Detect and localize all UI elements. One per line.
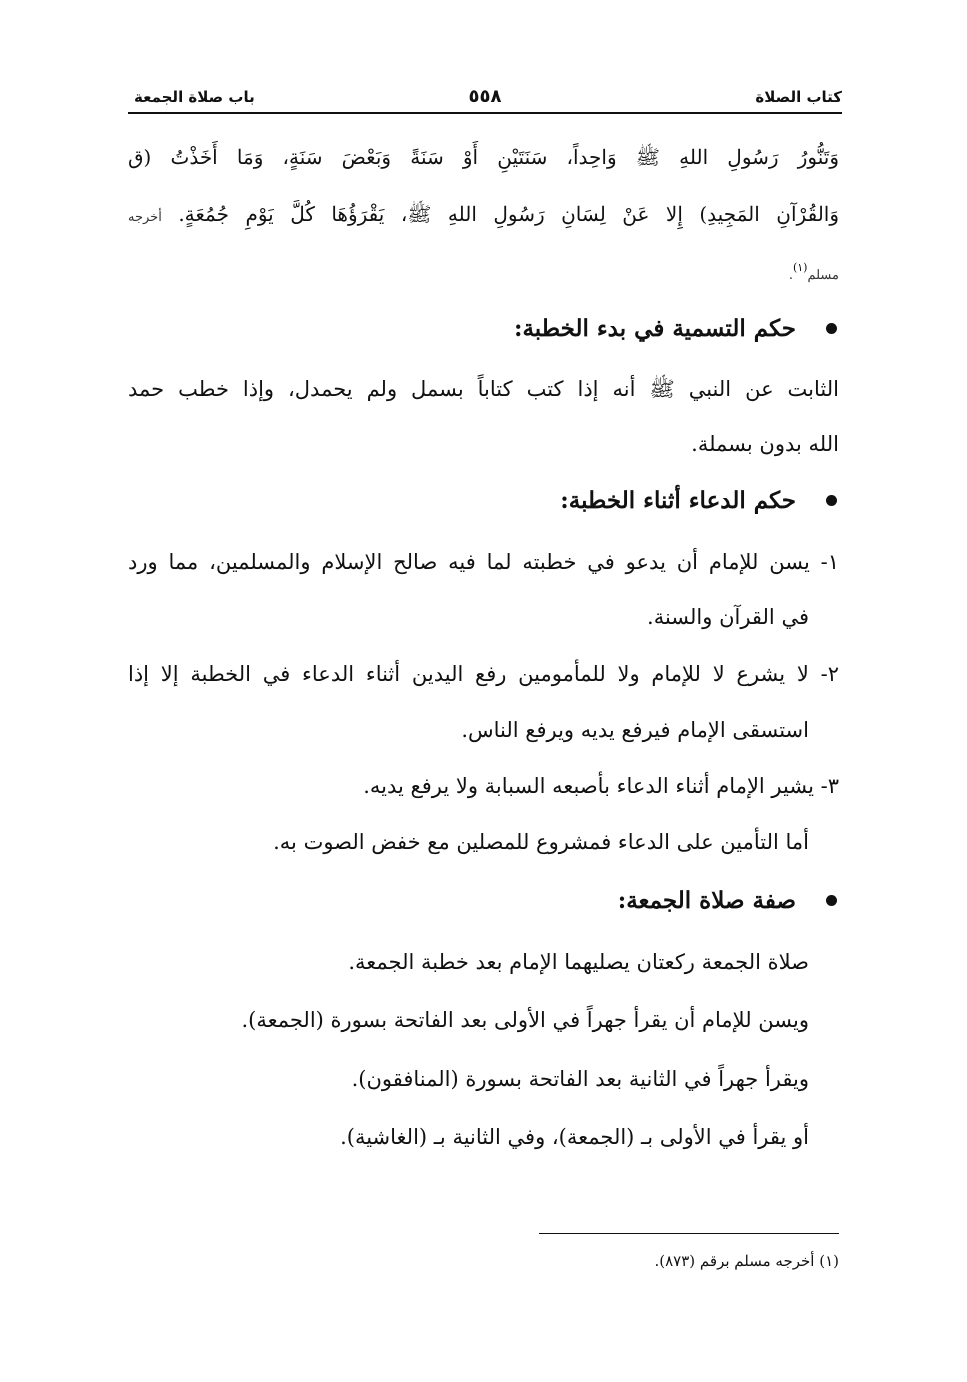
footnote-divider — [539, 1233, 839, 1234]
list-item-1-line-1: ١- يسن للإمام أن يدعو في خطبته لما فيه صالح الإسلام والمسلمين، مما ورد — [128, 550, 839, 574]
section-heading-text: صفة صلاة الجمعة: — [617, 887, 796, 914]
paragraph-line: ويقرأ جهراً في الثانية بعد الفاتحة بسورة (المنافقون). — [351, 1067, 809, 1091]
book-title: كتاب الصلاة — [755, 88, 842, 106]
paragraph-line: صلاة الجمعة ركعتان يصليهما الإمام بعد خطبة الجمعة. — [348, 950, 809, 974]
bullet-icon — [826, 895, 837, 906]
footnote: (١) أخرجه مسلم برقم (٨٧٣). — [654, 1252, 839, 1270]
list-item-1-line-2: في القرآن والسنة. — [647, 605, 809, 629]
list-item-3: ٣- يشير الإمام أثناء الدعاء بأصبعه السبابة ولا يرفع يديه. — [363, 774, 839, 798]
footnote-ref: (١) — [792, 261, 808, 274]
section-heading-text: حكم التسمية في بدء الخطبة: — [513, 315, 796, 342]
section-heading-prayer — [618, 884, 837, 918]
hadith-line-3 — [789, 252, 839, 292]
page-number: ٥٥٨ — [468, 86, 502, 107]
section-heading-dua — [560, 484, 837, 518]
hadith-source: أخرجه — [128, 210, 162, 225]
hadith-line-1: وَتَنُّورُ رَسُولِ اللهِ ﷺ وَاحِداً، سَنَتَيْنِ أَوْ سَنَةً وَبَعْضَ سَنَةٍ، وَمَا أَخَذْتُ (ق — [128, 145, 839, 169]
hadith-line-2 — [128, 198, 839, 234]
running-header — [128, 86, 842, 114]
hadith-collector: مسلم — [807, 268, 839, 283]
paragraph-line: أو يقرأ في الأولى بـ (الجمعة)، وفي الثانية بـ (الغاشية). — [340, 1125, 809, 1149]
list-item-2-line-2: استسقى الإمام فيرفع يديه ويرفع الناس. — [461, 718, 809, 742]
list-item-2-line-1: ٢- لا يشرع لا للإمام ولا للمأمومين رفع اليدين أثناء الدعاء في الخطبة إلا إذا — [128, 662, 839, 686]
hadith-end: . — [788, 268, 793, 283]
hadith-line-2-text: وَالقُرْآنِ المَجِيدِ) إِلا عَنْ لِسَانِ رَسُولِ اللهِ ﷺ، يَقْرَؤُهَا كُلَّ يَوْمِ جُمُعَةٍ. — [178, 202, 840, 226]
chapter-title: باب صلاة الجمعة — [134, 88, 255, 106]
dua-note: أما التأمين على الدعاء فمشروع للمصلين مع خفض الصوت به. — [273, 830, 809, 854]
section-heading-text: حكم الدعاء أثناء الخطبة: — [560, 487, 796, 514]
bullet-icon — [826, 323, 837, 334]
bullet-icon — [826, 495, 837, 506]
section-heading-basmala — [514, 312, 837, 346]
paragraph-line: ويسن للإمام أن يقرأ جهراً في الأولى بعد الفاتحة بسورة (الجمعة). — [241, 1008, 809, 1032]
paragraph-line: الثابت عن النبي ﷺ أنه إذا كتب كتاباً بسمل ولم يحمدل، وإذا خطب حمد — [128, 377, 839, 401]
paragraph-line: الله بدون بسملة. — [691, 432, 839, 456]
